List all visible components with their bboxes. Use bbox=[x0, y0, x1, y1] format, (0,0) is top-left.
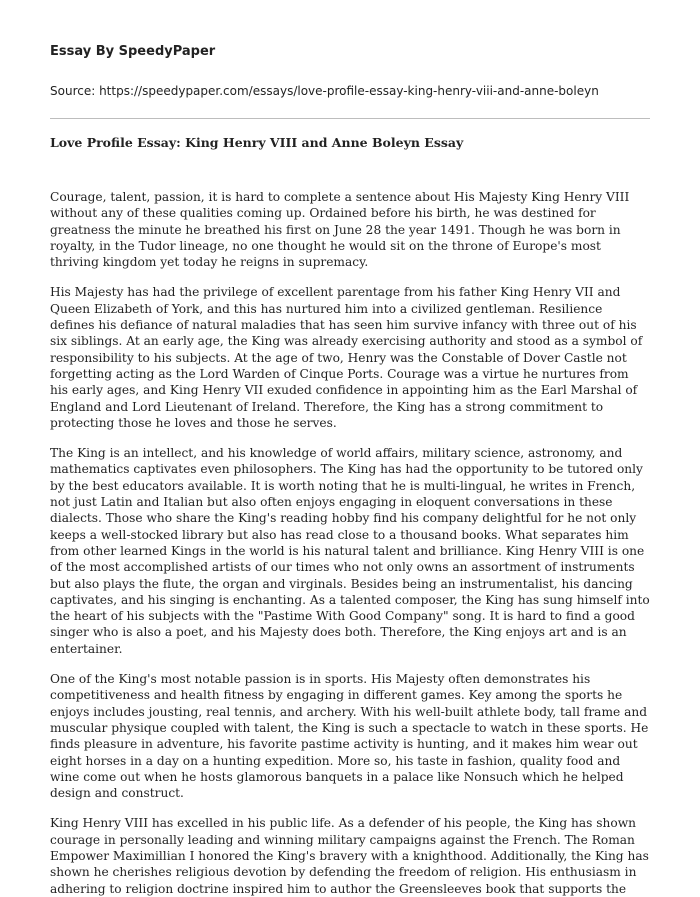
essay-paragraph: Courage, talent, passion, it is hard to complete a sentence about His Majesty King Henry VIII without any of these qualities coming up. Ordained before his birth, he was destined for greatness the minute he breathed his first on June 28 the year 1491. Though he was born in royalty, in the Tudor lineage, no one thought he would sit on the throne of Europe's most thriving kingdom yet today he reigns in supremacy. bbox=[50, 190, 630, 270]
divider bbox=[50, 118, 650, 119]
brand-title: Essay By SpeedyPaper bbox=[50, 44, 216, 59]
essay-paragraph: The King is an intellect, and his knowledge of world affairs, military science, astronomy, and mathematics captivates even philosophers. The King has had the opportunity to be tutored only by the best educators available. It is worth noting that he is multi-lingual, he writes in French, not just Latin and Italian but also often enjoys engaging in eloquent conversations in these dialects. Those who share the King's reading hobby find his company delightful for he not only keeps a well-stocked library but also has read close to a thousand books. What separates him from other learned Kings in the world is his natural talent and brilliance. King Henry VIII is one of the most accomplished artists of our times who not only owns an assortment of instruments but also plays the flute, the organ and virginals. Besides being an instrumentalist, his dancing captivates, and his singing is enchanting. As a talented composer, the King has sung himself into the heart of his subjects with the "Pastime With Good Company" song. It is hard to find a good singer who is also a poet, and his Majesty does both. Therefore, the King enjoys art and is an entertainer. bbox=[50, 446, 650, 656]
essay-paragraph: One of the King's most notable passion is in sports. His Majesty often demonstrates his competitiveness and health fitness by engaging in different games. Key among the sports he enjoys includes jousting, real tennis, and archery. With his well-built athlete body, tall frame and muscular physique coupled with talent, the King is such a spectacle to watch in these sports. He finds pleasure in adventure, his favorite pastime activity is hunting, and it makes him wear out eight horses in a day on a hunting expedition. More so, his taste in fashion, quality food and wine come out when he hosts glamorous banquets in a palace like Nonsuch which he helped design and construct. bbox=[50, 672, 649, 801]
essay-body bbox=[50, 189, 650, 897]
essay-paragraph: His Majesty has had the privilege of excellent parentage from his father King Henry VII and Queen Elizabeth of York, and this has nurtured him into a civilized gentleman. Resilience defines his defiance of natural maladies that has seen him survive infancy with three out of his six siblings. At an early age, the King was already exercising authority and stood as a symbol of responsibility to his subjects. At the age of two, Henry was the Constable of Dover Castle not forgetting acting as the Lord Warden of Cinque Ports. Courage was a virtue he nurtures from his early ages, and King Henry VII exuded confidence in appointing him as the Earl Marshal of England and Lord Lieutenant of Ireland. Therefore, the King has a strong commitment to protecting those he loves and those he serves. bbox=[50, 285, 643, 430]
source-link[interactable]: Source: https://speedypaper.com/essays/love-profile-essay-king-henry-viii-and-anne-boleyn bbox=[50, 84, 599, 98]
essay-paragraph: King Henry VIII has excelled in his public life. As a defender of his people, the King has shown courage in personally leading and winning military campaigns against the French. The Roman Empower Maximillian I honored the King's bravery with a knighthood. Additionally, the King has shown he cherishes religious devotion by defending the freedom of religion. His enthusiasm in adhering to religion doctrine inspired him to author the Greensleeves book that supports the bbox=[50, 816, 649, 896]
essay-title: Love Profile Essay: King Henry VIII and Anne Boleyn Essay bbox=[50, 135, 464, 150]
